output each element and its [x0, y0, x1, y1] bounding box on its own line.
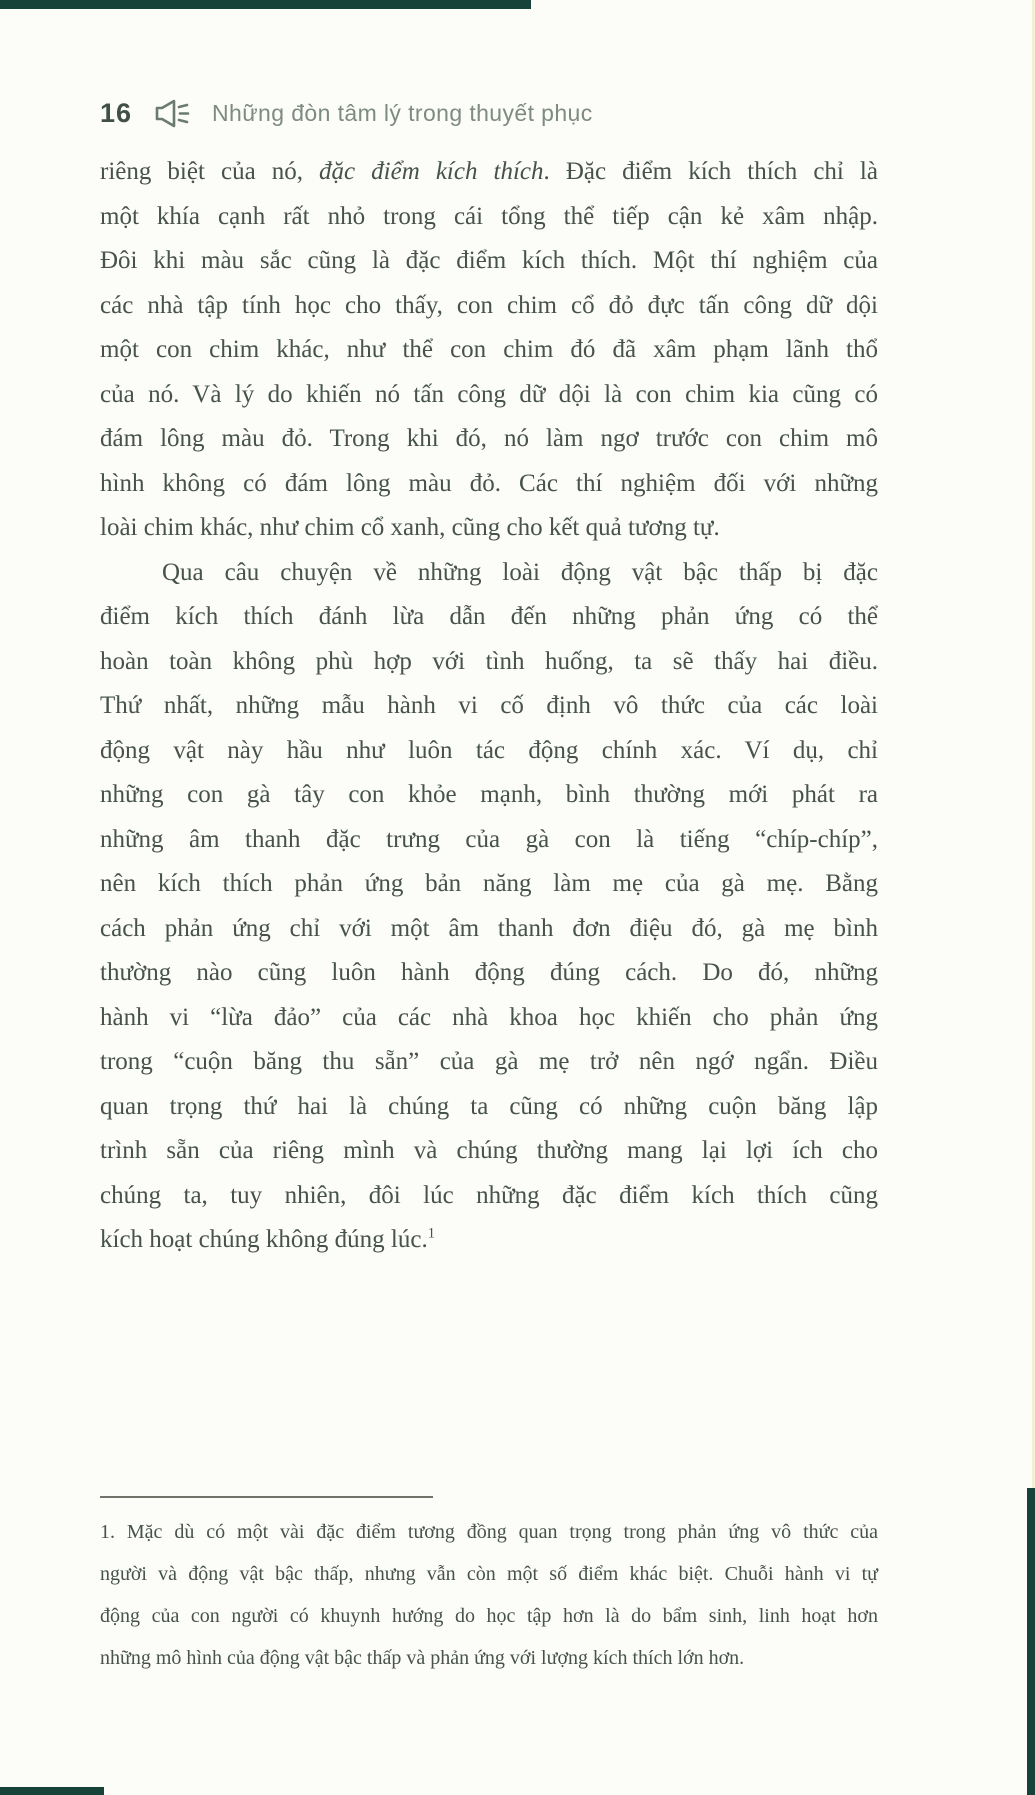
text-line: điểm kích thích đánh lừa dẫn đến những phản ứng có thể [100, 603, 878, 630]
paragraph [100, 551, 878, 1263]
text-line: riêng biệt của nó, đặc điểm kích thích. Đặc điểm kích thích chỉ là [100, 158, 878, 185]
text-line: hành vi “lừa đảo” của các nhà khoa học khiến cho phản ứng [100, 1003, 878, 1031]
scan-artifact-right-bar [1027, 1488, 1035, 1795]
scan-artifact-bottom-left-bar [0, 1787, 104, 1795]
text-line: một con chim khác, như thể con chim đó đã xâm phạm lãnh thổ [100, 336, 878, 363]
text-line: trình sẵn của riêng mình và chúng thường mang lại lợi ích cho [100, 1137, 878, 1164]
text-line: hình không có đám lông màu đỏ. Các thí nghiệm đối với những [100, 469, 878, 497]
text-line: động của con người có khuynh hướng do học tập hơn là do bẩm sinh, linh hoạt hơn [100, 1604, 878, 1627]
page-header [100, 95, 935, 131]
text-line: Thứ nhất, những mẫu hành vi cố định vô thức của các loài [100, 692, 878, 719]
text-line: thường nào cũng luôn hành động đúng cách. Do đó, những [100, 959, 878, 986]
text-line: Đôi khi màu sắc cũng là đặc điểm kích thích. Một thí nghiệm của [100, 247, 878, 274]
text-line: chúng ta, tuy nhiên, đôi lúc những đặc điểm kích thích cũng [100, 1181, 878, 1209]
footnote-rule [100, 1496, 433, 1498]
text-line: người và động vật bậc thấp, nhưng vẫn còn một số điểm khác biệt. Chuỗi hành vi tự [100, 1562, 878, 1585]
paragraph [100, 150, 878, 551]
text-line: loài chim khác, như chim cổ xanh, cũng cho kết quả tương tự. [100, 514, 720, 541]
text-line: kích hoạt chúng không đúng lúc.$^1$ [100, 1225, 435, 1253]
footnote [100, 1511, 878, 1679]
text-line: 1. Mặc dù có một vài đặc điểm tương đồng quan trọng trong phản ứng vô thức của [100, 1520, 878, 1543]
text-line: nên kích thích phản ứng bản năng làm mẹ của gà mẹ. Bằng [100, 870, 878, 897]
body-text [100, 150, 878, 1679]
text-line: các nhà tập tính học cho thấy, con chim cổ đỏ đực tấn công dữ dội [100, 291, 878, 319]
book-title: Những đòn tâm lý trong thuyết phục [212, 99, 593, 126]
text-line: hoàn toàn không phù hợp với tình huống, ta sẽ thấy hai điều. [100, 647, 878, 675]
scan-artifact-top-bar [0, 0, 531, 9]
text-line: những mô hình của động vật bậc thấp và phản ứng với lượng kích thích lớn hơn. [100, 1646, 745, 1669]
text-line: cách phản ứng chỉ với một âm thanh đơn điệu đó, gà mẹ bình [100, 914, 878, 942]
text-line: đám lông màu đỏ. Trong khi đó, nó làm ngơ trước con chim mô [100, 425, 878, 452]
text-line: một khía cạnh rất nhỏ trong cái tổng thể tiếp cận kẻ xâm nhập. [100, 202, 878, 230]
text-line: Qua câu chuyện về những loài động vật bậc thấp bị đặc [162, 558, 878, 586]
text-line: trong “cuộn băng thu sẵn” của gà mẹ trở nên ngớ ngẩn. Điều [100, 1048, 878, 1075]
page-number: 16 [100, 97, 133, 128]
text-line: những âm thanh đặc trưng của gà con là tiếng “chíp-chíp”, [100, 825, 878, 853]
speaker-icon [152, 97, 192, 131]
text-line: quan trọng thứ hai là chúng ta cũng có những cuộn băng lập [100, 1092, 878, 1120]
text-line: động vật này hầu như luôn tác động chính xác. Ví dụ, chỉ [100, 736, 878, 764]
text-line: của nó. Và lý do khiến nó tấn công dữ dội là con chim kia cũng có [100, 380, 878, 408]
text-line: những con gà tây con khỏe mạnh, bình thường mới phát ra [100, 781, 878, 808]
